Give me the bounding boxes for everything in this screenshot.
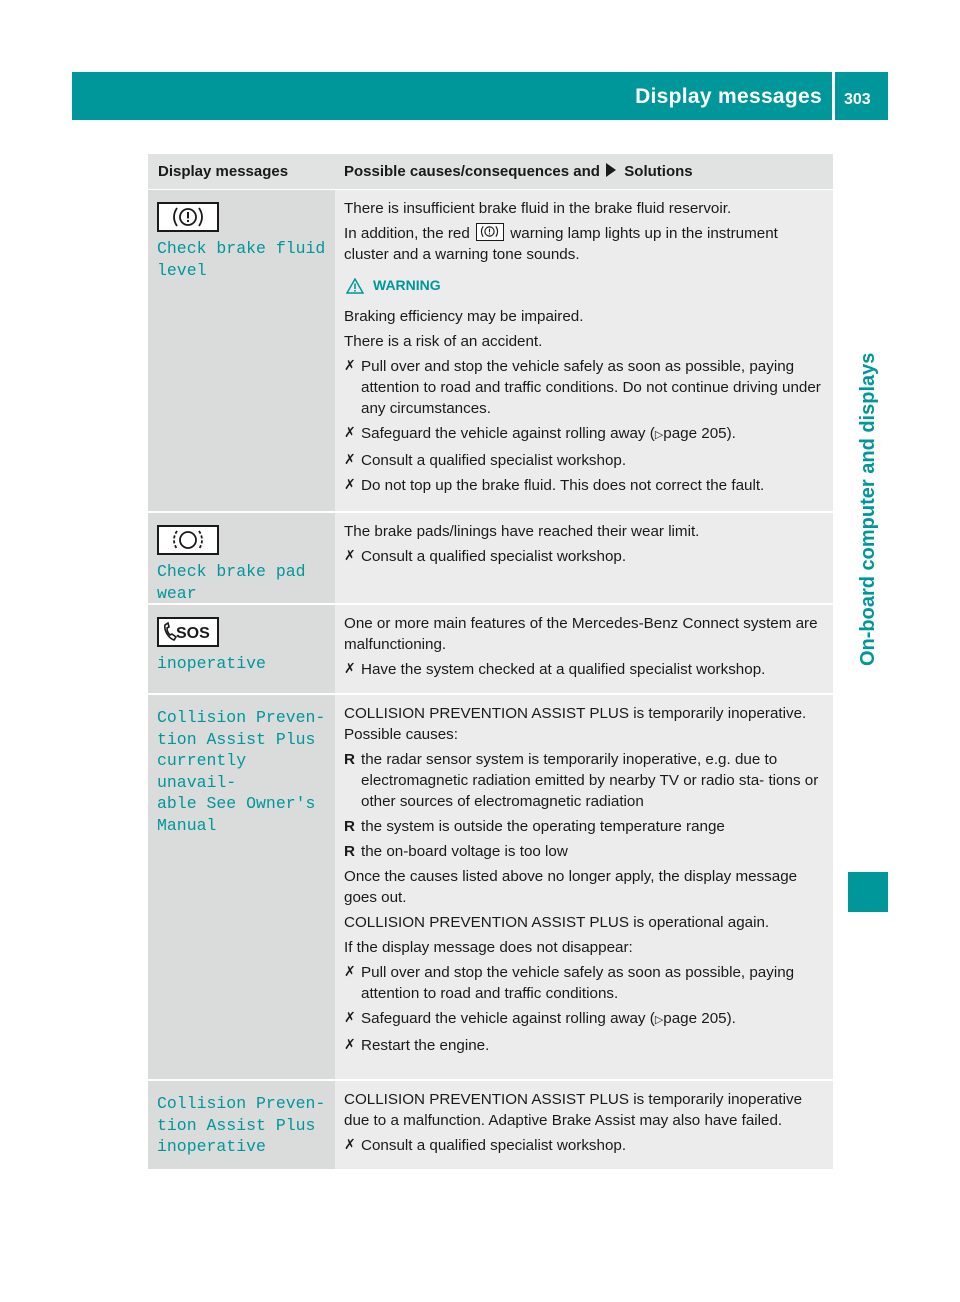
message-cell — [148, 1081, 335, 1169]
sos-icon-text: SOS — [176, 625, 210, 642]
display-message-text: Check brake pad wear — [157, 562, 306, 603]
solution-step — [344, 475, 825, 496]
step-arrow-icon: ✗ — [344, 477, 356, 493]
brake-pad-wear-icon — [157, 525, 219, 555]
solution-cell — [335, 695, 833, 1079]
solution-step — [344, 962, 825, 1004]
display-message-text: inoperative — [157, 654, 266, 673]
page-reference-link[interactable]: page 205). — [663, 425, 736, 442]
cause-item-text: the system is outside the operating temperature range — [361, 818, 725, 835]
cause-text: If the display message does not disappear: — [344, 939, 633, 956]
warning-text: There is a risk of an accident. — [344, 333, 543, 350]
table-row — [148, 605, 833, 695]
cause-item — [344, 816, 825, 837]
solution-step — [344, 659, 825, 680]
message-cell — [148, 605, 335, 693]
solution-cell — [335, 605, 833, 693]
message-cell — [148, 190, 335, 511]
step-arrow-icon: ✗ — [344, 1137, 356, 1153]
cause-text — [344, 223, 825, 265]
cause-item — [344, 749, 825, 812]
cause-text: COLLISION PREVENTION ASSIST PLUS is temporarily inoperative. — [344, 705, 807, 722]
solution-cell — [335, 190, 833, 511]
cause-item-text: the on-board voltage is too low — [361, 843, 568, 860]
cause-text: Possible causes: — [344, 726, 458, 743]
solution-cell — [335, 1081, 833, 1169]
side-tab-marker — [848, 872, 888, 912]
solution-step — [344, 423, 825, 446]
solution-cell — [335, 513, 833, 603]
table-row — [148, 513, 833, 605]
brake-warning-icon — [157, 202, 219, 232]
warning-heading — [346, 275, 825, 296]
page-reference-icon: ▷ — [654, 429, 664, 441]
solution-step-text: Restart the engine. — [361, 1037, 490, 1054]
column-header-display-messages: Display messages — [158, 163, 289, 180]
step-arrow-icon: ✗ — [344, 1037, 356, 1053]
cause-item-text: the radar sensor system is temporarily inoperative, e.g. due to electromagnetic radiation emitted by nearby TV or radio sta- tions or other sources of electromagnetic radiation — [361, 751, 819, 810]
warning-text: Braking efficiency may be impaired. — [344, 308, 584, 325]
solution-arrow-icon — [606, 163, 616, 177]
side-tab-label: On-board computer and displays — [857, 352, 879, 666]
column-header-causes-solutions — [335, 154, 833, 189]
cause-text: There is insufficient brake fluid in the brake fluid reservoir. — [344, 200, 732, 217]
cause-text: The brake pads/linings have reached their wear limit. — [344, 523, 700, 540]
step-arrow-icon: ✗ — [344, 425, 356, 441]
cause-text-part: In addition, the red — [344, 225, 470, 242]
display-message-text: Check brake fluid level — [157, 239, 326, 280]
bullet-marker-icon: R — [344, 843, 355, 860]
solution-step-text: Consult a qualified specialist workshop. — [361, 452, 627, 469]
page-reference-link[interactable]: page 205). — [663, 1010, 736, 1027]
solution-step-text: Pull over and stop the vehicle safely as soon as possible, paying attention to road and traffic conditions. — [361, 964, 795, 1002]
cause-item — [344, 841, 825, 862]
solution-step — [344, 546, 825, 567]
cause-text: COLLISION PREVENTION ASSIST PLUS is operational again. — [344, 914, 770, 931]
display-message-text: Collision Preven‐ tion Assist Plus currently unavail‐ able See Owner's Manual — [157, 708, 326, 835]
cause-text: COLLISION PREVENTION ASSIST PLUS is temporarily inoperative due to a malfunction. Adaptive Brake Assist may also have failed. — [344, 1091, 803, 1129]
step-arrow-icon: ✗ — [344, 452, 356, 468]
message-cell — [148, 695, 335, 1079]
bullet-marker-icon: R — [344, 818, 355, 835]
display-messages-table — [148, 154, 833, 1171]
bullet-marker-icon: R — [344, 751, 355, 768]
warning-label: WARNING — [373, 277, 441, 293]
page-number: 303 — [844, 91, 871, 108]
cause-text: One or more main features of the Mercedes-Benz Connect system are malfunctioning. — [344, 615, 818, 653]
step-arrow-icon: ✗ — [344, 1010, 356, 1026]
solution-step — [344, 1135, 825, 1156]
step-arrow-icon: ✗ — [344, 661, 356, 677]
cause-text: Once the causes listed above no longer apply, the display message goes out. — [344, 868, 798, 906]
table-row — [148, 1081, 833, 1171]
page-reference-icon: ▷ — [654, 1014, 664, 1026]
step-arrow-icon: ✗ — [344, 548, 356, 564]
column-header-causes-text: Possible causes/consequences and — [344, 163, 600, 180]
solution-step-text: Do not top up the brake fluid. This does not correct the fault. — [361, 477, 765, 494]
table-row — [148, 695, 833, 1081]
table-header — [148, 154, 833, 190]
page-header-title: Display messages — [635, 85, 822, 108]
sos-phone-icon — [157, 617, 219, 647]
step-arrow-icon: ✗ — [344, 964, 356, 980]
solution-step-text: Consult a qualified specialist workshop. — [361, 1137, 627, 1154]
solution-step-text: Have the system checked at a qualified specialist workshop. — [361, 661, 766, 678]
table-row — [148, 190, 833, 513]
solution-step-text: Safeguard the vehicle against rolling away ( — [361, 425, 655, 442]
solution-step-text: Safeguard the vehicle against rolling away ( — [361, 1010, 655, 1027]
solution-step-text: Pull over and stop the vehicle safely as soon as possible, paying attention to road and traffic conditions. Do not continue driving under any circumstances. — [361, 358, 821, 417]
column-header-solutions-text: Solutions — [624, 163, 693, 180]
message-cell — [148, 513, 335, 603]
step-arrow-icon: ✗ — [344, 358, 356, 374]
solution-step-text: Consult a qualified specialist workshop. — [361, 548, 627, 565]
solution-step — [344, 1008, 825, 1031]
solution-step — [344, 450, 825, 471]
solution-step — [344, 1035, 825, 1056]
header-separator — [832, 72, 835, 120]
solution-step — [344, 356, 825, 419]
warning-triangle-icon — [346, 278, 364, 294]
cause-text-part: warning lamp lights up in the instrument cluster and a warning tone sounds. — [344, 225, 778, 263]
display-message-text: Collision Preven‐ tion Assist Plus inoperative — [157, 1094, 326, 1156]
brake-warning-icon — [476, 223, 504, 241]
